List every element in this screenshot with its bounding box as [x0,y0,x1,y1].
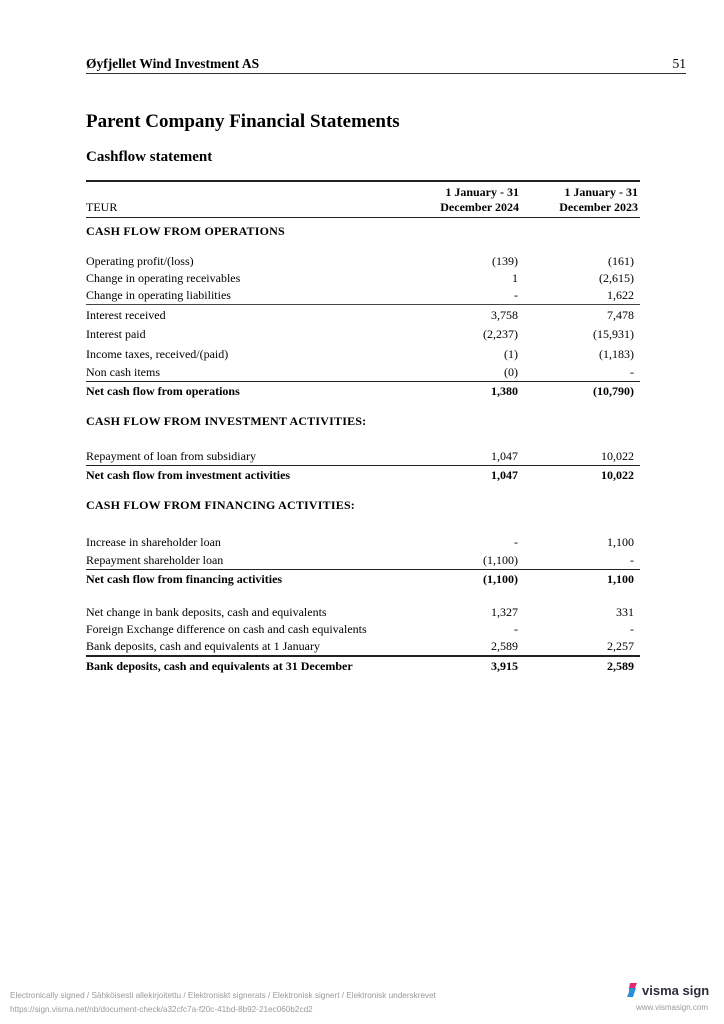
section-heading-label: CASH FLOW FROM OPERATIONS [86,224,285,238]
value-2023: 10,022 [601,468,634,482]
value-2023: - [630,365,634,379]
value-2024: 1,380 [491,384,518,398]
cashflow-table [86,180,640,673]
table-row [86,532,640,552]
document-check-link[interactable]: https://sign.visma.net/nb/document-check/a32cfc7a-f20c-41bd-8b92-21ec060b2cd2 [10,1005,313,1014]
value-2024: (1,100) [483,572,518,586]
column-header-line: December 2023 [559,200,638,214]
section-heading-financing [86,495,640,515]
value-2023: - [630,553,634,567]
value-2024: (1,100) [483,553,518,567]
value-2023: 1,100 [607,572,634,586]
column-header-line: 1 January - 31 [564,185,638,199]
row-label: Net change in bank deposits, cash and equivalents [86,605,327,619]
row-label: Interest paid [86,327,146,341]
total-row-closing-balance [86,655,640,673]
value-2024: 3,915 [491,659,518,673]
section-subtitle: Cashflow statement [86,149,213,165]
row-label: Foreign Exchange difference on cash and cash equivalents [86,622,367,636]
value-2023: 2,589 [607,659,634,673]
row-label: Repayment of loan from subsidiary [86,449,256,463]
row-label: Non cash items [86,365,160,379]
page-title: Parent Company Financial Statements [86,111,400,132]
row-label: Change in operating receivables [86,271,241,285]
value-2024: 1 [512,271,518,285]
table-row [86,344,640,364]
page-number: 51 [672,56,686,71]
value-2024: 3,758 [491,308,518,322]
table-row [86,621,640,638]
row-label: Income taxes, received/(paid) [86,347,229,361]
row-label: Bank deposits, cash and equivalents at 1 January [86,639,320,653]
row-label: Net cash flow from operations [86,384,240,398]
value-2023: 1,100 [607,535,634,549]
column-header-line: December 2024 [440,200,519,214]
value-2023: 7,478 [607,308,634,322]
row-label: Interest received [86,308,166,322]
row-label: Bank deposits, cash and equivalents at 31 December [86,659,353,673]
table-row [86,287,640,304]
visma-sign-logo [626,982,709,998]
column-header-2024 [440,185,519,215]
table-row [86,270,640,287]
row-label: Increase in shareholder loan [86,535,221,549]
value-2023: - [630,622,634,636]
unit-label: TEUR [86,200,118,214]
signature-footer [10,989,436,1017]
value-2024: (139) [492,254,518,268]
column-header-2023 [559,185,638,215]
value-2023: (2,615) [599,271,634,285]
value-2024: 1,047 [491,468,518,482]
value-2023: 1,622 [607,288,634,302]
value-2024: 1,327 [491,605,518,619]
table-row [86,304,640,324]
table-row [86,364,640,381]
value-2024: - [514,288,518,302]
table-header [86,182,640,218]
signed-notice: Electronically signed / Sähköisesti allekirjoitettu / Elektroniskt signerats / Elektronisk signert / Elektronisk underskrevet [10,991,436,1000]
visma-logo-icon [626,982,638,998]
total-row-operations [86,381,640,399]
table-row [86,253,640,270]
page-header [86,56,686,74]
section-heading-label: CASH FLOW FROM FINANCING ACTIVITIES: [86,498,356,512]
value-2024: 2,589 [491,639,518,653]
row-label: Net cash flow from financing activities [86,572,283,586]
table-row [86,448,640,465]
value-2024: (1) [504,347,518,361]
value-2023: 331 [616,605,634,619]
value-2023: (15,931) [593,327,634,341]
value-2024: 1,047 [491,449,518,463]
column-header-line: 1 January - 31 [445,185,519,199]
visma-brand-text: visma sign [642,982,710,998]
total-row-financing [86,569,640,587]
section-heading-operations [86,221,640,241]
value-2024: - [514,535,518,549]
table-row [86,552,640,569]
value-2024: (2,237) [483,327,518,341]
section-heading-investment [86,411,640,431]
total-row-investment [86,465,640,483]
value-2023: (161) [608,254,634,268]
value-2024: - [514,622,518,636]
row-label: Change in operating liabilities [86,288,231,302]
table-row [86,604,640,621]
value-2023: (1,183) [599,347,634,361]
row-label: Net cash flow from investment activities [86,468,291,482]
company-name: Øyfjellet Wind Investment AS [86,56,260,71]
value-2023: 2,257 [607,639,634,653]
value-2024: (0) [504,365,518,379]
table-row [86,638,640,655]
row-label: Repayment shareholder loan [86,553,224,567]
value-2023: 10,022 [601,449,634,463]
table-row [86,324,640,344]
value-2023: (10,790) [593,384,634,398]
section-heading-label: CASH FLOW FROM INVESTMENT ACTIVITIES: [86,414,367,428]
row-label: Operating profit/(loss) [86,254,194,268]
visma-url[interactable]: www.vismasign.com [636,1003,709,1012]
